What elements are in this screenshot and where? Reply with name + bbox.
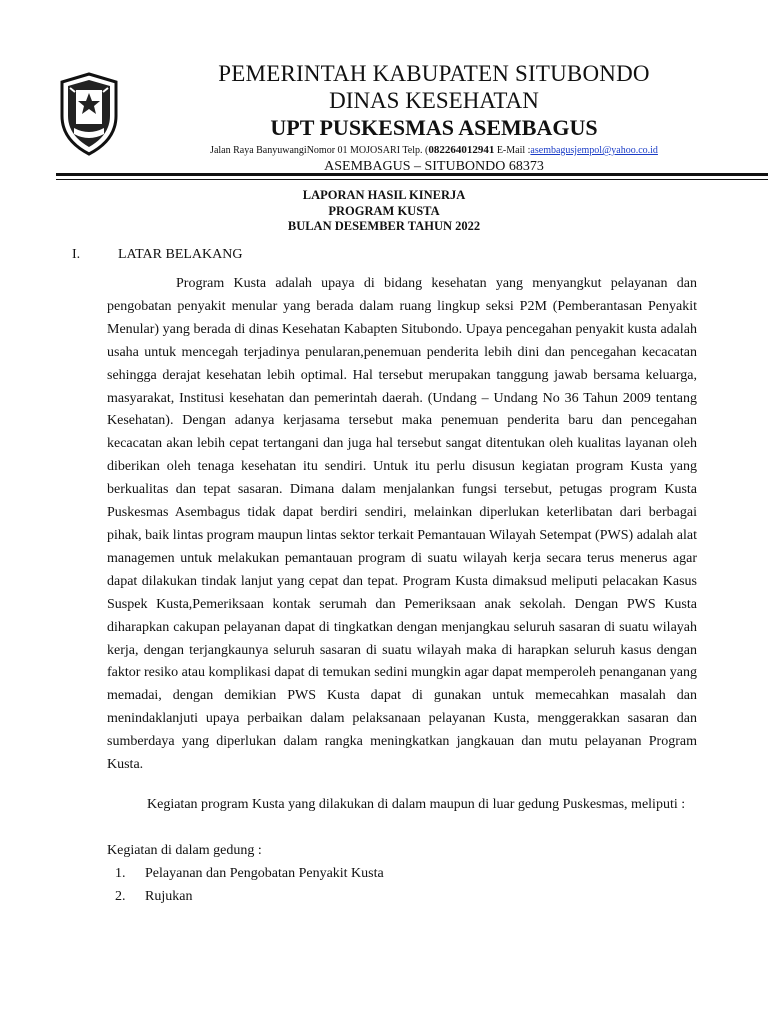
list-item-number: 1. <box>115 866 126 881</box>
section-heading <box>72 246 242 264</box>
email-label: E-Mail : <box>494 145 531 156</box>
list-item <box>115 888 192 906</box>
letterhead <box>120 60 748 176</box>
puskesmas-name: UPT PUSKESMAS ASEMBAGUS <box>270 115 598 140</box>
letterhead-divider-thick <box>56 173 768 176</box>
situbondo-regency-emblem-icon <box>58 72 120 156</box>
report-title <box>0 188 768 235</box>
list-item <box>115 865 384 883</box>
section-title: LATAR BELAKANG <box>118 247 243 262</box>
city-line: ASEMBAGUS – SITUBONDO 68373 <box>324 159 544 174</box>
background-paragraph: Program Kusta adalah upaya di bidang kesehatan yang menyangkut pelayanan dan pengobatan penyakit menular yang berada dalam ruang lingkup seksi P2M (Pemberantasan Penyakit Menular) yang berada di dinas Kesehatan Kabapten Situbondo. Upaya pencegahan penyakit kusta adalah usaha untuk mencegah terjadinya penularan,penemuan penderita lebih dini dan pencegahan kecacatan sehingga derajat kesehatan lebih optimal. Hal tersebut merupakan tanggung jawab bersama keluarga, masyarakat, Institusi kesehatan dan pemerintah daerah. (Undang – Undang No 36 Tahun 2009 tentang Kesehatan). Dengan adanya kerjasama tersebut maka penemuan penderita baru dan pencegahan kecacatan akan lebih cepat tertangani dan juga hal tersebut sangat ditentukan oleh kualitas layanan oleh diberikan oleh tenaga kesehatan itu sendiri. Untuk itu perlu disusun kegiatan program Kusta yang berkualitas dan tepat sasaran. Dimana dalam menjalankan fungsi tersebut, petugas program Kusta Puskesmas Asembagus tidak dapat berdiri sendiri, melainkan diperlukan keterlibatan dari berbagai pihak, baik lintas program maupun lintas sektor terkait Pemantauan Wilayah Setempat (PWS) adalah alat managemen untuk melakukan pemantauan program di suatu wilayah kerja secara terus menerus agar dapat dilakukan tindak lanjut yang cepat dan tepat. Program Kusta dimaksud meliputi pelacakan Kasus Suspek Kusta,Pemeriksaan kontak serumah dan Pemeriksaan anak sekolah. Dengan PWS Kusta diharapkan cakupan pelayanan dapat di tingkatkan dengan menjangkau seluruh sasaran di suatu wilayah kerja, dengan terjangkaunya seluruh sasaran di suatu wilayah maka di harapkan seluruh kasus dengan faktor resiko atau komplikasi dapat di temukan sedini mungkin agar dapat memperoleh penanganan yang memadai, dengan demikian PWS Kusta dapat di gunakan untuk memecahkan masalah dan menindaklanjuti upaya perbaikan dalam pelaksanaan pelayanan Kusta, menggerakkan sasaran dan sumberdaya yang diperlukan dalam rangka meningkatkan jangkauan dan mutu pelayanan Program Kusta. <box>107 276 697 773</box>
email-link[interactable]: asembagusjempol@yahoo.co.id <box>530 145 658 156</box>
report-title-line-2: PROGRAM KUSTA <box>328 203 440 218</box>
list-item-label: Pelayanan dan Pengobatan Penyakit Kusta <box>145 866 384 881</box>
activities-intro-paragraph: Kegiatan program Kusta yang dilakukan di dalam maupun di luar gedung Puskesmas, meliputi : <box>147 797 686 812</box>
report-title-line-3: BULAN DESEMBER TAHUN 2022 <box>287 219 481 233</box>
indoor-activities-heading: Kegiatan di dalam gedung : <box>107 843 262 858</box>
list-item-number: 2. <box>115 889 126 904</box>
agency-name: DINAS KESEHATAN <box>329 88 539 113</box>
address-text: Jalan Raya BanyuwangiNomor 01 MOJOSARI Telp. ( <box>210 145 429 156</box>
letterhead-divider-thin <box>56 179 768 180</box>
government-name: PEMERINTAH KABUPATEN SITUBONDO <box>218 61 650 86</box>
list-item-label: Rujukan <box>145 889 193 904</box>
address-line <box>120 143 748 158</box>
section-number: I. <box>72 247 81 262</box>
report-title-line-1: LAPORAN HASIL KINERJA <box>302 188 466 202</box>
phone-number: 082264012941 <box>428 144 495 156</box>
